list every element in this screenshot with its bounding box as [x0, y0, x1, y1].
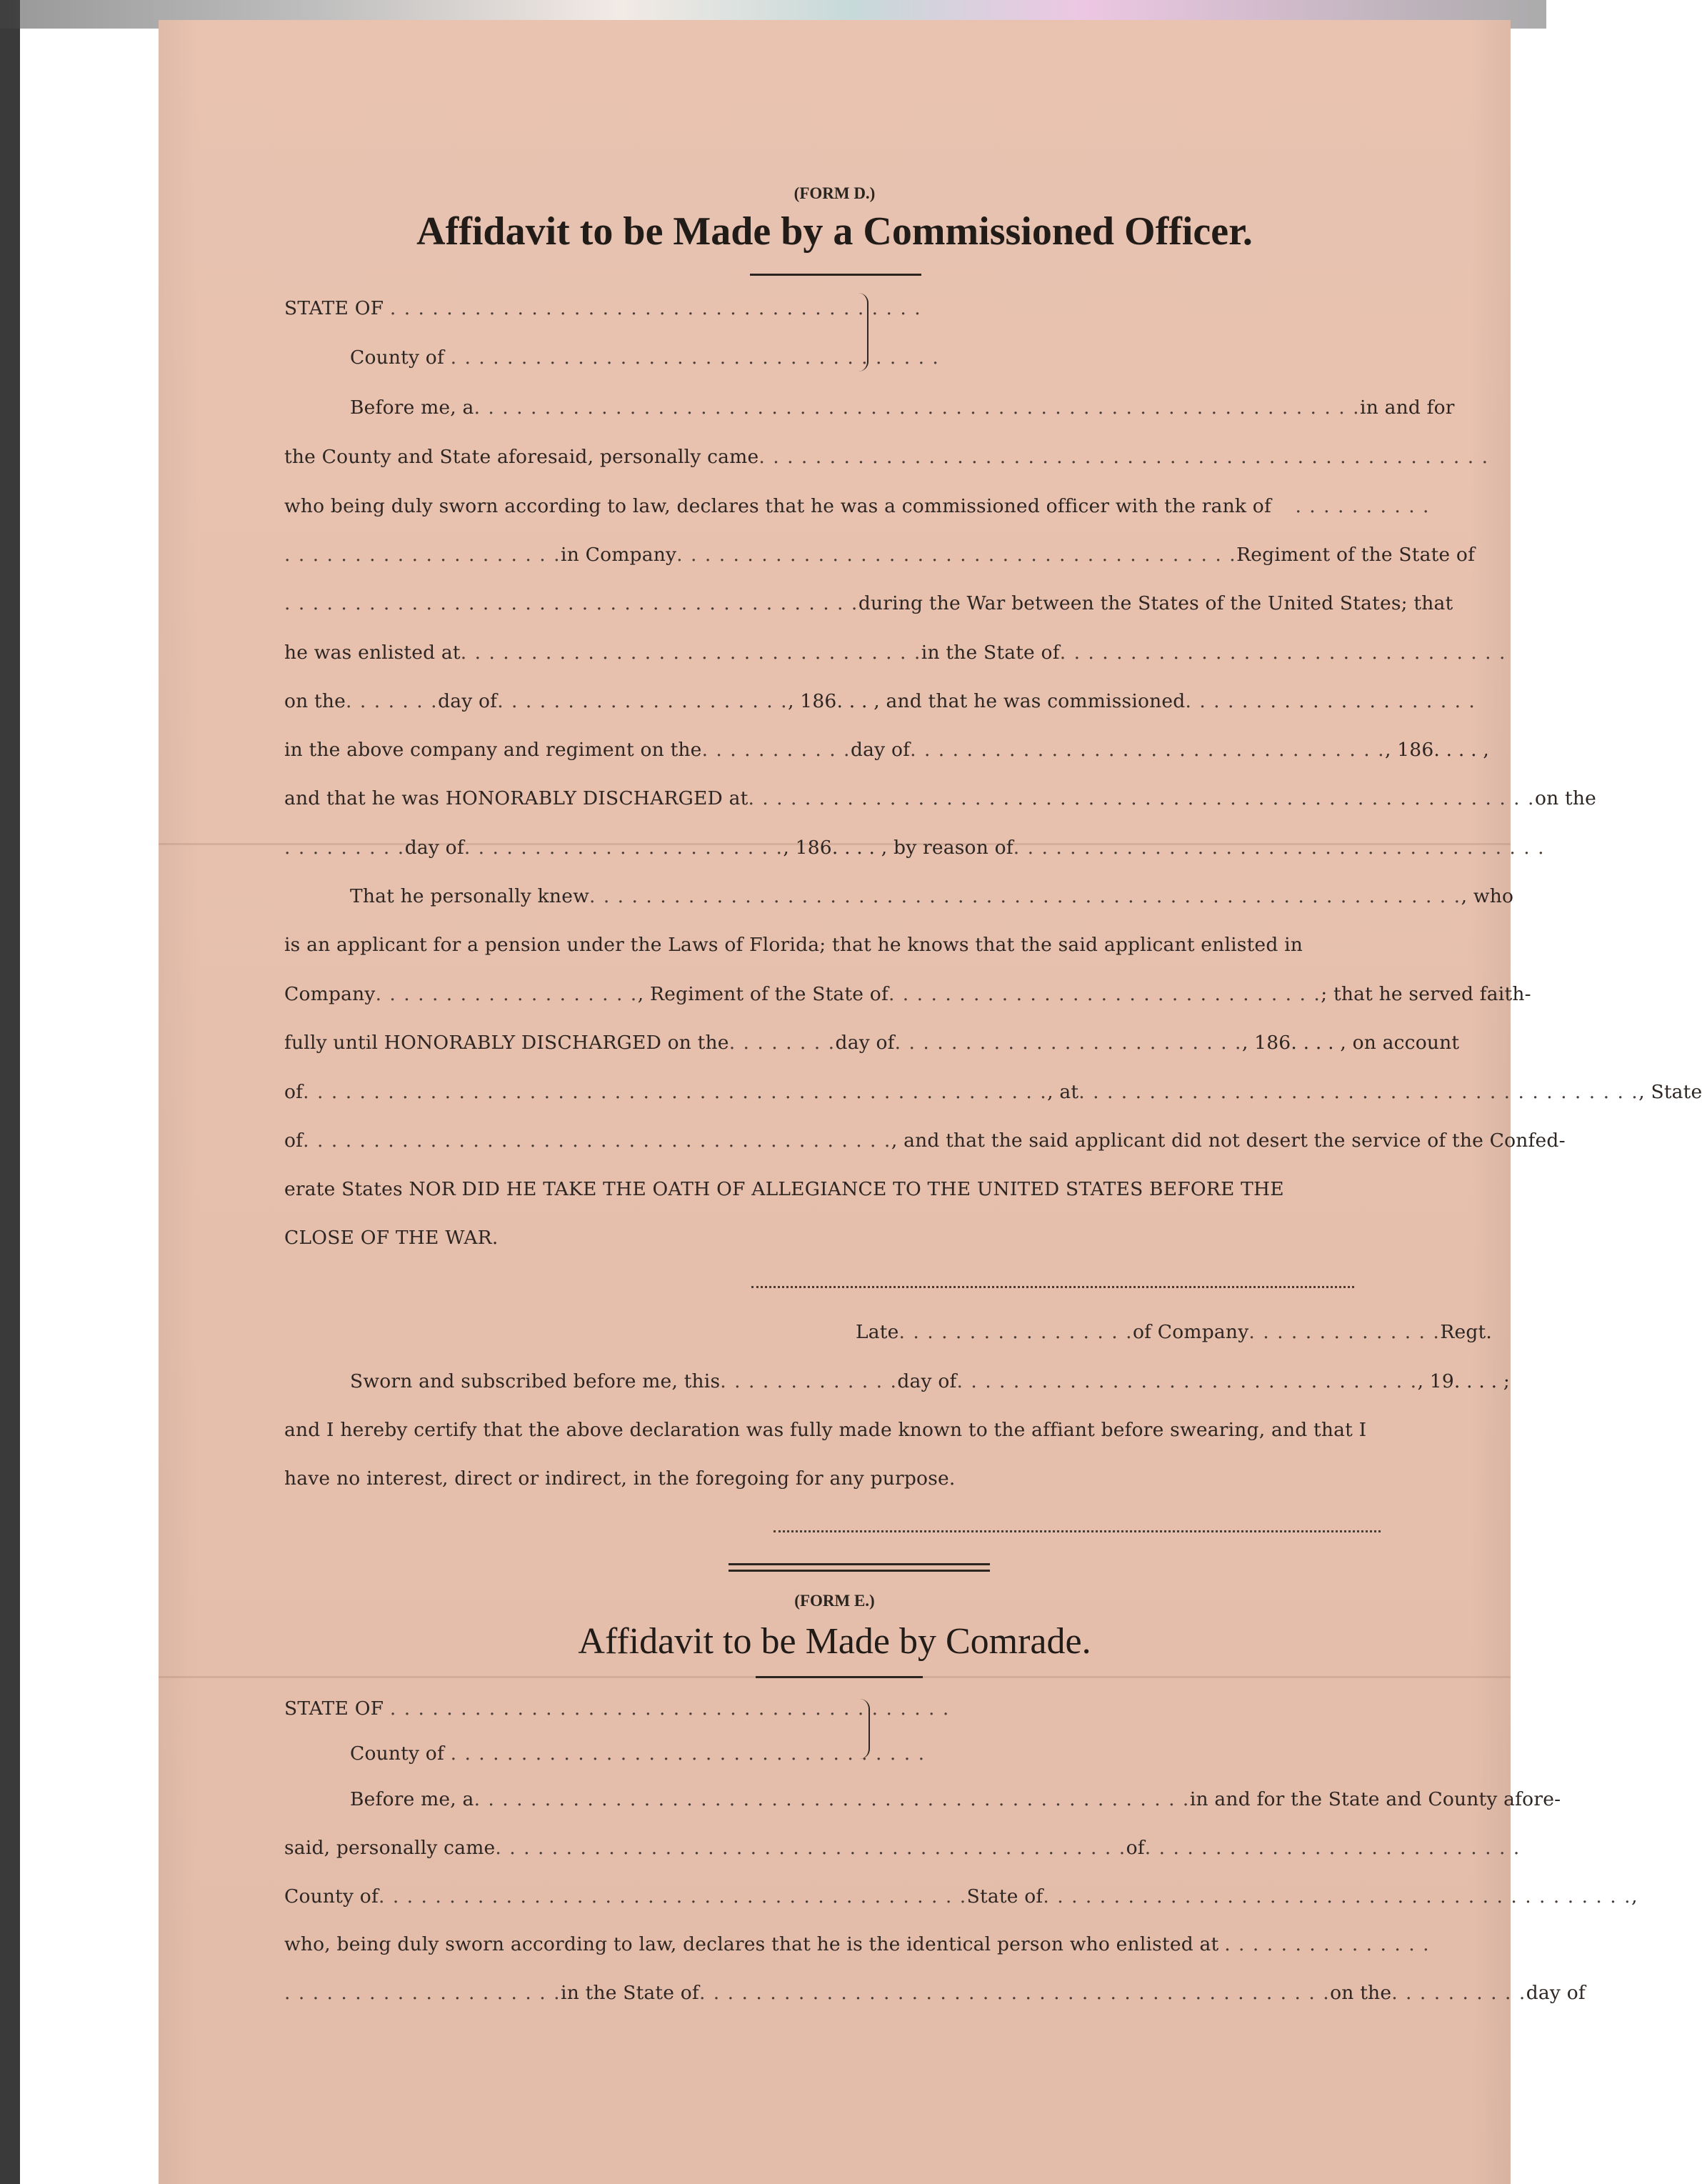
scan-background-edge [0, 0, 20, 2184]
form-e-line-3: County of . . . . . . . . . . . . . . . . . . . . . . . . . . . . . . . . . . . . . . . . . . State of . . . . . . . . . . . . . . . . . . . . . . . . . . . . . . . . . . . . . . . . . . , [284, 1885, 1638, 1908]
form-d-line-11: That he personally knew . . . . . . . . . . . . . . . . . . . . . . . . . . . . . . . . . . . . . . . . . . . . . . . . . . . . . . . . . . . . . . , who [350, 885, 1514, 907]
form-d-line-8: in the above company and regiment on the . . . . . . . . . . . day of . . . . . . . . . . . . . . . . . . . . . . . . . . . . . . . . . . , 186. . . . , [284, 739, 1490, 761]
blank-field: . . . . . . . . . . . . . . . . . . . . . . . . . [894, 1032, 1242, 1054]
blank-field: . . . . . . . . . . . . . [720, 1370, 898, 1392]
blank-field: . . . . . . . . . . . . . . . . . . . . . [497, 690, 789, 712]
blank-field: . . . . . . . . . . . . . . . . . . . . . . . . . . . [1144, 1837, 1521, 1859]
blank-field: . . . . . . . . . . . . . . . . . . . . . . . . . . . . . . . . . . . . . . . . . . . . . [495, 1837, 1126, 1859]
blank-field: . . . . . . . . . . . . . . . . . . . . . . . . . . . . . . . . . . . . . . . . [676, 544, 1237, 566]
form-d-line-1: Before me, a . . . . . . . . . . . . . . . . . . . . . . . . . . . . . . . . . . . . . . . . . . . . . . . . . . . . . . . . . . . . . . . in and for [350, 397, 1455, 419]
blank-field: . . . . . . . . . . . . . . . . . . . . . . . . . . . . . . . . [1059, 642, 1506, 664]
blank-field: . . . . . . . . . . . . . . . . . . . . . . . [464, 837, 784, 859]
blank-field: . . . . . . . . . . . . . . . . . . . . . . . . . . . . . . . . . [956, 1370, 1418, 1392]
form-d-line-5: . . . . . . . . . . . . . . . . . . . . . . . . . . . . . . . . . . . . . . . . . during the War between the States of the United States; that [284, 592, 1453, 614]
form-d-line-3: who being duly sworn according to law, declares that he was a commissioned officer with the rank of . . . . . . . . . . [284, 495, 1430, 517]
blank-field: . . . . . . . . . . . . . . . . . . . . . . . . . . . . . . . . . . . . . . . . . . [378, 1885, 967, 1908]
form-e-line-1: Before me, a . . . . . . . . . . . . . . . . . . . . . . . . . . . . . . . . . . . . . . . . . . . . . . . . . . . in and for the State and County afore- [350, 1788, 1561, 1810]
form-d-county-line: County of . . . . . . . . . . . . . . . . . . . . . . . . . . . . . . . . . . . [350, 346, 940, 369]
form-e-title: Affidavit to be Made by Comrade. [578, 1621, 1091, 1662]
blank-field: . . . . . . . . . . . . . . . . . . . . . . . . . . . . . . . . . [460, 642, 921, 664]
blank-field: . . . . . . . . . . . . . . . . . . . . . . . . . . . . . . . . . . . . . . . . . . . . . . . . . . . . [759, 446, 1489, 468]
blank-field: . . . . . . . . [729, 1032, 836, 1054]
form-d-line-19: Late . . . . . . . . . . . . . . . . . of Company . . . . . . . . . . . . . . Regt. [856, 1321, 1492, 1343]
form-d-title: Affidavit to be Made by a Commissioned Officer. [416, 209, 1253, 254]
blank-field: . . . . . . . . . . . . . . . [1224, 1933, 1430, 1955]
blank-field: . . . . . . . . . . . . . . . . . . . . . . . . . . . . . . . . . . [910, 739, 1385, 761]
form-d-line-4: . . . . . . . . . . . . . . . . . . . . in Company . . . . . . . . . . . . . . . . . . . . . . . . . . . . . . . . . . . . . . . . Regiment of the State of [284, 544, 1476, 566]
form-d-line-13: Company . . . . . . . . . . . . . . . . . . . , Regiment of the State of . . . . . . . . . . . . . . . . . . . . . . . . . . . . . . . ; that he served faith- [284, 983, 1531, 1005]
form-d-line-17: erate States NOR DID HE TAKE THE OATH OF ALLEGIANCE TO THE UNITED STATES BEFORE THE [284, 1178, 1284, 1200]
blank-field: . . . . . . . . . . . . . . . . . . . . . . . . . . . . . . . . . . . . . . . . . . . . . . . . . . . . . . . . [748, 787, 1535, 809]
blank-field: . . . . . . . . . . . . . . . . . . . . . [1185, 690, 1476, 712]
blank-field: . . . . . . . . . . . . . . . . . . . . . . . . . . . . . . . . . . . . . . . . . . . . . . . . . . . . . . . . . . . . . . [589, 885, 1461, 907]
form-d-line-2: the County and State aforesaid, personally came . . . . . . . . . . . . . . . . . . . . . . . . . . . . . . . . . . . . . . . . . . . . . . . . . . . . [284, 446, 1489, 468]
blank-field: . . . . . . . . . . . . . . . . . . . . . . . . . . . . . . . . . . . [450, 346, 940, 369]
blank-field: . . . . . . . . . . . . . . . . . . . . . . . . . . . . . . . . . . . . . . . . . . . . . . . . . . . . . . . . . . . . . . . [474, 397, 1361, 419]
form-d-line-22: have no interest, direct or indirect, in the foregoing for any purpose. [284, 1467, 956, 1490]
form-d-line-6: he was enlisted at . . . . . . . . . . . . . . . . . . . . . . . . . . . . . . . . . in the State of . . . . . . . . . . . . . . . . . . . . . . . . . . . . . . . . [284, 642, 1506, 664]
blank-field: . . . . . . . . . . . . . . . . . . . . . . . . . . . . . . . . . . . . . . . . . . [303, 1130, 891, 1152]
blank-field: . . . . . . . . . . . . . . . . . . . . . . . . . . . . . . . . . . . . . . . . . . . . . . . . . . . [474, 1788, 1190, 1810]
blank-field: . . . . . . . . . . . . . . . . . . . . . . . . . . . . . . . . . . . . . . [1013, 837, 1546, 859]
blank-field: . . . . . . . . . . . . . . . . . . . . . . . . . . . . . . . . . . . . . . . . . [284, 592, 858, 614]
signature-line [751, 1286, 1354, 1288]
blank-field: . . . . . . . . . . . . . . . . . . . . . . . . . . . . . . . . . . . . . . . . . . [1043, 1885, 1632, 1908]
blank-field: . . . . . . . . . . . . . . . . . . . . [284, 544, 561, 566]
blank-field: . . . . . . . . . . . . . . [1248, 1321, 1441, 1343]
blank-field: . . . . . . . . . . [1295, 495, 1430, 517]
form-d-line-14: fully until HONORABLY DISCHARGED on the . . . . . . . . day of . . . . . . . . . . . . . . . . . . . . . . . . . , 186. . . . , on account [284, 1032, 1460, 1054]
bracket-brace [857, 293, 868, 372]
blank-field: . . . . . . . . . . . . . . . . . . . . . . . . . . . . . . . . . . . . . . . . . . . . . . . . . . . . . [303, 1081, 1048, 1103]
form-e-state-line: STATE OF . . . . . . . . . . . . . . . . . . . . . . . . . . . . . . . . . . . . . . . . [284, 1697, 950, 1720]
blank-field: . . . . . . . . . . . . . . . . . . . . . . . . . . . . . . . . . . . . . . . . [1078, 1081, 1639, 1103]
title-underline [756, 1676, 923, 1678]
form-d-line-9: and that he was HONORABLY DISCHARGED at . . . . . . . . . . . . . . . . . . . . . . . . . . . . . . . . . . . . . . . . . . . . . . . . . . . . . . . . on the [284, 787, 1597, 809]
form-d-line-15: of . . . . . . . . . . . . . . . . . . . . . . . . . . . . . . . . . . . . . . . . . . . . . . . . . . . . . , at . . . . . . . . . . . . . . . . . . . . . . . . . . . . . . . . . . . . . . . . , State [284, 1081, 1702, 1103]
section-divider [729, 1570, 990, 1572]
bracket-brace [858, 1699, 870, 1759]
blank-field: . . . . . . . . . . . . . . . . . . . . . . . . . . . . . . . . . . . . . . [389, 297, 922, 319]
blank-field: . . . . . . . . . . . . . . . . . . . . . . . . . . . . . . . [888, 983, 1321, 1005]
form-d-label: (FORM D.) [794, 184, 876, 202]
blank-field: . . . . . . . . . . . . . . . . . . . . [284, 1982, 561, 2004]
form-d-line-12: is an applicant for a pension under the Laws of Florida; that he knows that the said applicant enlisted in [284, 934, 1303, 956]
blank-field: . . . . . . . . . . . . . . . . . . . . . . . . . . . . . . . . . . . . . . . . [389, 1697, 950, 1720]
form-d-line-7: on the . . . . . . . day of . . . . . . . . . . . . . . . . . . . . . , 186. . . , and that he was commissioned . . . . . . . . . . . . . . . . . . . . . [284, 690, 1476, 712]
blank-field: . . . . . . . . . [284, 837, 405, 859]
blank-field: . . . . . . . [346, 690, 439, 712]
form-d-line-10: . . . . . . . . . day of . . . . . . . . . . . . . . . . . . . . . . . , 186. . . . , by reason of . . . . . . . . . . . . . . . . . . . . . . . . . . . . . . . . . . . . . . [284, 837, 1546, 859]
form-d-line-20: Sworn and subscribed before me, this . . . . . . . . . . . . . day of . . . . . . . . . . . . . . . . . . . . . . . . . . . . . . . . . , 19. . . . ; [350, 1370, 1511, 1392]
blank-field: . . . . . . . . . . . . . . . . . . . . . . . . . . . . . . . . . . [450, 1742, 926, 1765]
title-underline [750, 274, 921, 276]
blank-field: . . . . . . . . . . . . . . . . . . . [375, 983, 638, 1005]
form-e-county-line: County of . . . . . . . . . . . . . . . . . . . . . . . . . . . . . . . . . . [350, 1742, 926, 1765]
blank-field: . . . . . . . . . . . [701, 739, 851, 761]
form-d-line-16: of . . . . . . . . . . . . . . . . . . . . . . . . . . . . . . . . . . . . . . . . . . , and that the said applicant did not desert the service of the Confed- [284, 1130, 1566, 1152]
signature-line [774, 1530, 1381, 1532]
section-divider [729, 1563, 990, 1565]
form-d-state-line: STATE OF . . . . . . . . . . . . . . . . . . . . . . . . . . . . . . . . . . . . . . [284, 297, 922, 319]
form-e-line-5: . . . . . . . . . . . . . . . . . . . . in the State of . . . . . . . . . . . . . . . . . . . . . . . . . . . . . . . . . . . . . . . . . . . . . on the . . . . . . . . . . day of [284, 1982, 1586, 2004]
form-e-line-4: who, being duly sworn according to law, declares that he is the identical person who enlisted at . . . . . . . . . . . . . . . [284, 1933, 1430, 1955]
blank-field: . . . . . . . . . . . . . . . . . [898, 1321, 1133, 1343]
form-e-label: (FORM E.) [794, 1592, 875, 1610]
form-e-line-2: said, personally came . . . . . . . . . . . . . . . . . . . . . . . . . . . . . . . . . . . . . . . . . . . . . of . . . . . . . . . . . . . . . . . . . . . . . . . . . [284, 1837, 1521, 1859]
form-d-line-21: and I hereby certify that the above declaration was fully made known to the affiant before swearing, and that I [284, 1419, 1367, 1441]
blank-field: . . . . . . . . . . [1391, 1982, 1526, 2004]
form-d-line-18: CLOSE OF THE WAR. [284, 1227, 499, 1249]
blank-field: . . . . . . . . . . . . . . . . . . . . . . . . . . . . . . . . . . . . . . . . . . . . . [699, 1982, 1331, 2004]
